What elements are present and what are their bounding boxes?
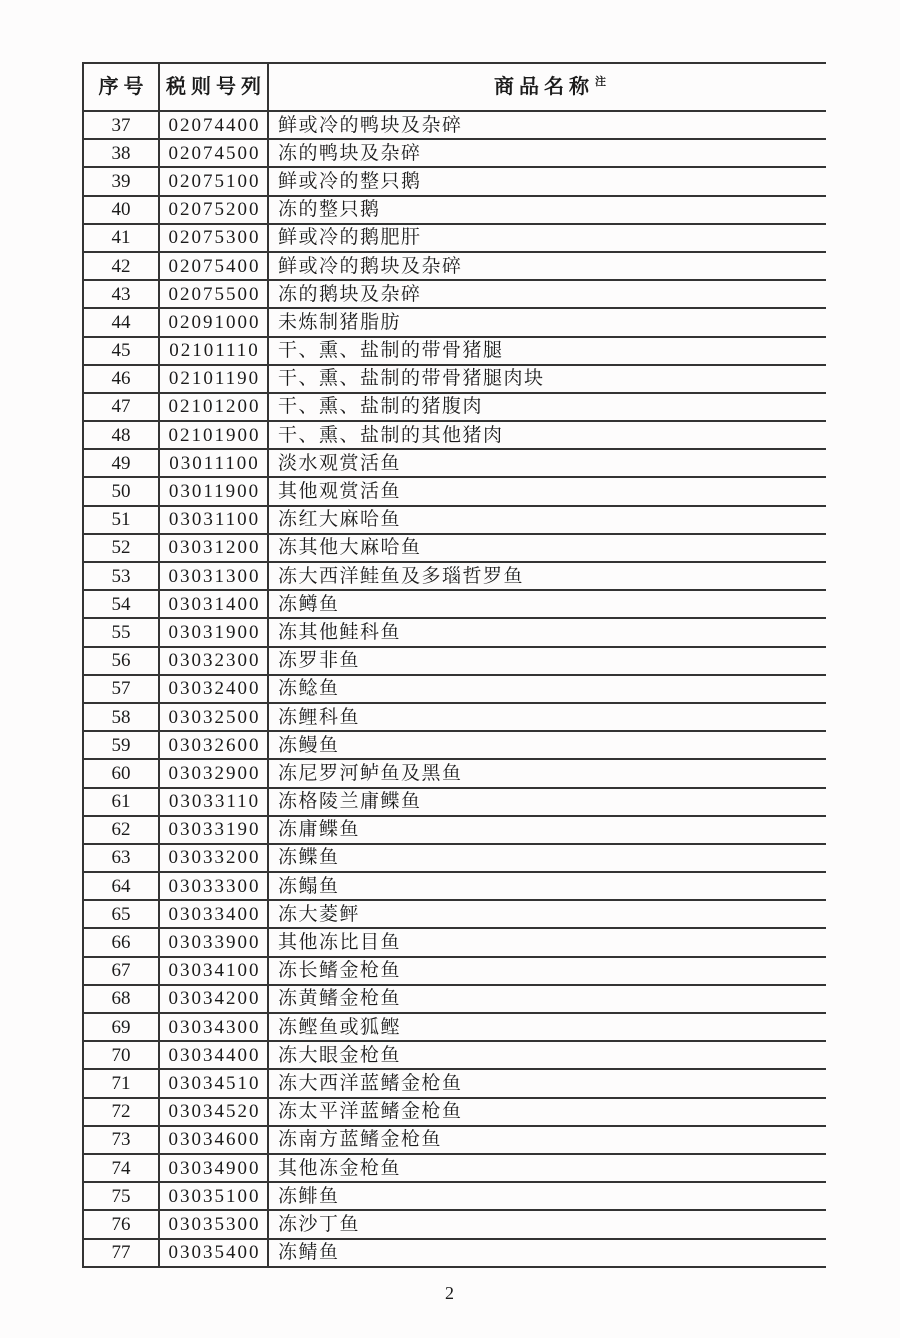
cell-index: 69	[83, 1013, 159, 1041]
cell-tariff-code: 02074500	[159, 139, 268, 167]
cell-tariff-code: 03033110	[159, 788, 268, 816]
cell-tariff-code: 02101900	[159, 421, 268, 449]
cell-tariff-code: 03035300	[159, 1210, 268, 1238]
cell-product-name: 其他冻比目鱼	[268, 928, 826, 956]
column-header-product-name	[268, 63, 826, 111]
cell-product-name: 冻鳟鱼	[268, 590, 826, 618]
cell-index: 50	[83, 477, 159, 505]
cell-index: 72	[83, 1098, 159, 1126]
cell-index: 54	[83, 590, 159, 618]
cell-product-name: 冻鲽鱼	[268, 844, 826, 872]
cell-index: 65	[83, 900, 159, 928]
cell-tariff-code: 03033190	[159, 816, 268, 844]
cell-product-name: 冻大菱鲆	[268, 900, 826, 928]
cell-index: 37	[83, 111, 159, 139]
table-row	[83, 788, 826, 816]
cell-tariff-code: 03034400	[159, 1041, 268, 1069]
cell-tariff-code: 03034900	[159, 1154, 268, 1182]
cell-index: 66	[83, 928, 159, 956]
cell-index: 62	[83, 816, 159, 844]
cell-tariff-code: 03031100	[159, 506, 268, 534]
cell-product-name: 冻大西洋蓝鳍金枪鱼	[268, 1069, 826, 1097]
table-row	[83, 1154, 826, 1182]
cell-tariff-code: 02075200	[159, 196, 268, 224]
cell-product-name: 未炼制猪脂肪	[268, 308, 826, 336]
cell-tariff-code: 03031200	[159, 534, 268, 562]
table-row	[83, 928, 826, 956]
table-row	[83, 1210, 826, 1238]
cell-product-name: 冻的鸭块及杂碎	[268, 139, 826, 167]
cell-product-name: 冻罗非鱼	[268, 647, 826, 675]
table-row	[83, 1098, 826, 1126]
cell-tariff-code: 03031300	[159, 562, 268, 590]
cell-product-name: 干、熏、盐制的带骨猪腿肉块	[268, 365, 826, 393]
cell-tariff-code: 03011100	[159, 449, 268, 477]
cell-tariff-code: 02091000	[159, 308, 268, 336]
cell-tariff-code: 03034300	[159, 1013, 268, 1041]
cell-product-name: 干、熏、盐制的猪腹肉	[268, 393, 826, 421]
table-row	[83, 1126, 826, 1154]
cell-product-name: 冻鲭鱼	[268, 1239, 826, 1267]
cell-tariff-code: 03031400	[159, 590, 268, 618]
table-row	[83, 844, 826, 872]
table-row	[83, 365, 826, 393]
table-row	[83, 1239, 826, 1267]
table-row	[83, 759, 826, 787]
cell-index: 55	[83, 618, 159, 646]
table-row	[83, 590, 826, 618]
table-row	[83, 1041, 826, 1069]
cell-index: 70	[83, 1041, 159, 1069]
cell-tariff-code: 03035400	[159, 1239, 268, 1267]
cell-tariff-code: 03034100	[159, 957, 268, 985]
table-row	[83, 506, 826, 534]
cell-product-name: 冻鳗鱼	[268, 731, 826, 759]
cell-index: 75	[83, 1182, 159, 1210]
table-row	[83, 957, 826, 985]
cell-index: 52	[83, 534, 159, 562]
tariff-table	[82, 62, 826, 1268]
cell-tariff-code: 02074400	[159, 111, 268, 139]
cell-product-name: 冻南方蓝鳍金枪鱼	[268, 1126, 826, 1154]
cell-tariff-code: 03032500	[159, 703, 268, 731]
table-row	[83, 900, 826, 928]
table-row	[83, 647, 826, 675]
cell-index: 60	[83, 759, 159, 787]
cell-product-name: 冻鲤科鱼	[268, 703, 826, 731]
cell-product-name: 冻沙丁鱼	[268, 1210, 826, 1238]
cell-index: 39	[83, 167, 159, 195]
table-row	[83, 1069, 826, 1097]
table-row	[83, 337, 826, 365]
cell-index: 38	[83, 139, 159, 167]
table-body	[83, 111, 826, 1267]
page-number: 2	[445, 1283, 455, 1303]
cell-product-name: 冻鳎鱼	[268, 872, 826, 900]
product-name-header-label: 商品名称	[494, 76, 594, 98]
cell-index: 77	[83, 1239, 159, 1267]
table-row	[83, 252, 826, 280]
cell-product-name: 冻其他大麻哈鱼	[268, 534, 826, 562]
cell-index: 71	[83, 1069, 159, 1097]
cell-product-name: 其他冻金枪鱼	[268, 1154, 826, 1182]
cell-index: 64	[83, 872, 159, 900]
cell-product-name: 鲜或冷的鸭块及杂碎	[268, 111, 826, 139]
cell-tariff-code: 02075400	[159, 252, 268, 280]
cell-index: 45	[83, 337, 159, 365]
cell-index: 51	[83, 506, 159, 534]
table-row	[83, 477, 826, 505]
cell-tariff-code: 03034600	[159, 1126, 268, 1154]
cell-product-name: 冻长鳍金枪鱼	[268, 957, 826, 985]
cell-product-name: 冻大眼金枪鱼	[268, 1041, 826, 1069]
table-row	[83, 224, 826, 252]
cell-index: 73	[83, 1126, 159, 1154]
cell-product-name: 干、熏、盐制的带骨猪腿	[268, 337, 826, 365]
cell-index: 43	[83, 280, 159, 308]
cell-tariff-code: 02101190	[159, 365, 268, 393]
cell-tariff-code: 03034200	[159, 985, 268, 1013]
table-row	[83, 167, 826, 195]
table-row	[83, 393, 826, 421]
cell-product-name: 冻黄鳍金枪鱼	[268, 985, 826, 1013]
cell-index: 56	[83, 647, 159, 675]
table-row	[83, 421, 826, 449]
cell-index: 57	[83, 675, 159, 703]
table-row	[83, 1013, 826, 1041]
table-row	[83, 534, 826, 562]
table-row	[83, 308, 826, 336]
column-header-tariff-code: 税则号列	[159, 63, 268, 111]
cell-tariff-code: 03031900	[159, 618, 268, 646]
cell-index: 61	[83, 788, 159, 816]
cell-tariff-code: 02075300	[159, 224, 268, 252]
cell-product-name: 鲜或冷的鹅肥肝	[268, 224, 826, 252]
cell-index: 46	[83, 365, 159, 393]
cell-product-name: 冻鲱鱼	[268, 1182, 826, 1210]
table-row	[83, 562, 826, 590]
cell-index: 74	[83, 1154, 159, 1182]
cell-tariff-code: 03032900	[159, 759, 268, 787]
cell-index: 48	[83, 421, 159, 449]
cell-product-name: 冻鲣鱼或狐鲣	[268, 1013, 826, 1041]
cell-product-name: 冻庸鲽鱼	[268, 816, 826, 844]
cell-index: 42	[83, 252, 159, 280]
table-row	[83, 816, 826, 844]
table-row	[83, 196, 826, 224]
cell-product-name: 鲜或冷的鹅块及杂碎	[268, 252, 826, 280]
table-row	[83, 703, 826, 731]
cell-product-name: 冻的鹅块及杂碎	[268, 280, 826, 308]
cell-tariff-code: 02075100	[159, 167, 268, 195]
cell-index: 47	[83, 393, 159, 421]
cell-index: 67	[83, 957, 159, 985]
cell-product-name: 冻太平洋蓝鳍金枪鱼	[268, 1098, 826, 1126]
cell-product-name: 鲜或冷的整只鹅	[268, 167, 826, 195]
cell-index: 59	[83, 731, 159, 759]
cell-index: 63	[83, 844, 159, 872]
cell-tariff-code: 03032300	[159, 647, 268, 675]
cell-index: 40	[83, 196, 159, 224]
cell-index: 68	[83, 985, 159, 1013]
cell-tariff-code: 03034520	[159, 1098, 268, 1126]
cell-product-name: 冻其他鲑科鱼	[268, 618, 826, 646]
cell-index: 58	[83, 703, 159, 731]
table-row	[83, 731, 826, 759]
cell-index: 76	[83, 1210, 159, 1238]
table-row	[83, 449, 826, 477]
cell-tariff-code: 03011900	[159, 477, 268, 505]
cell-index: 41	[83, 224, 159, 252]
cell-tariff-code: 02101200	[159, 393, 268, 421]
cell-product-name: 淡水观赏活鱼	[268, 449, 826, 477]
cell-tariff-code: 03033400	[159, 900, 268, 928]
cell-tariff-code: 03033200	[159, 844, 268, 872]
note-superscript: 注	[595, 76, 606, 89]
table-header-row	[83, 63, 826, 111]
cell-index: 53	[83, 562, 159, 590]
cell-product-name: 冻尼罗河鲈鱼及黑鱼	[268, 759, 826, 787]
cell-index: 44	[83, 308, 159, 336]
cell-tariff-code: 03032600	[159, 731, 268, 759]
cell-product-name: 冻大西洋鲑鱼及多瑙哲罗鱼	[268, 562, 826, 590]
table-row	[83, 111, 826, 139]
cell-tariff-code: 02075500	[159, 280, 268, 308]
column-header-index: 序号	[83, 63, 159, 111]
cell-tariff-code: 03033900	[159, 928, 268, 956]
cell-product-name: 冻的整只鹅	[268, 196, 826, 224]
cell-tariff-code: 03034510	[159, 1069, 268, 1097]
cell-product-name: 干、熏、盐制的其他猪肉	[268, 421, 826, 449]
table-row	[83, 985, 826, 1013]
table-row	[83, 675, 826, 703]
cell-tariff-code: 02101110	[159, 337, 268, 365]
table-row	[83, 1182, 826, 1210]
cell-tariff-code: 03035100	[159, 1182, 268, 1210]
table-row	[83, 618, 826, 646]
table-row	[83, 280, 826, 308]
cell-product-name: 冻红大麻哈鱼	[268, 506, 826, 534]
table-row	[83, 872, 826, 900]
table-row	[83, 139, 826, 167]
cell-tariff-code: 03032400	[159, 675, 268, 703]
cell-tariff-code: 03033300	[159, 872, 268, 900]
cell-product-name: 其他观赏活鱼	[268, 477, 826, 505]
cell-index: 49	[83, 449, 159, 477]
cell-product-name: 冻格陵兰庸鲽鱼	[268, 788, 826, 816]
cell-product-name: 冻鲶鱼	[268, 675, 826, 703]
